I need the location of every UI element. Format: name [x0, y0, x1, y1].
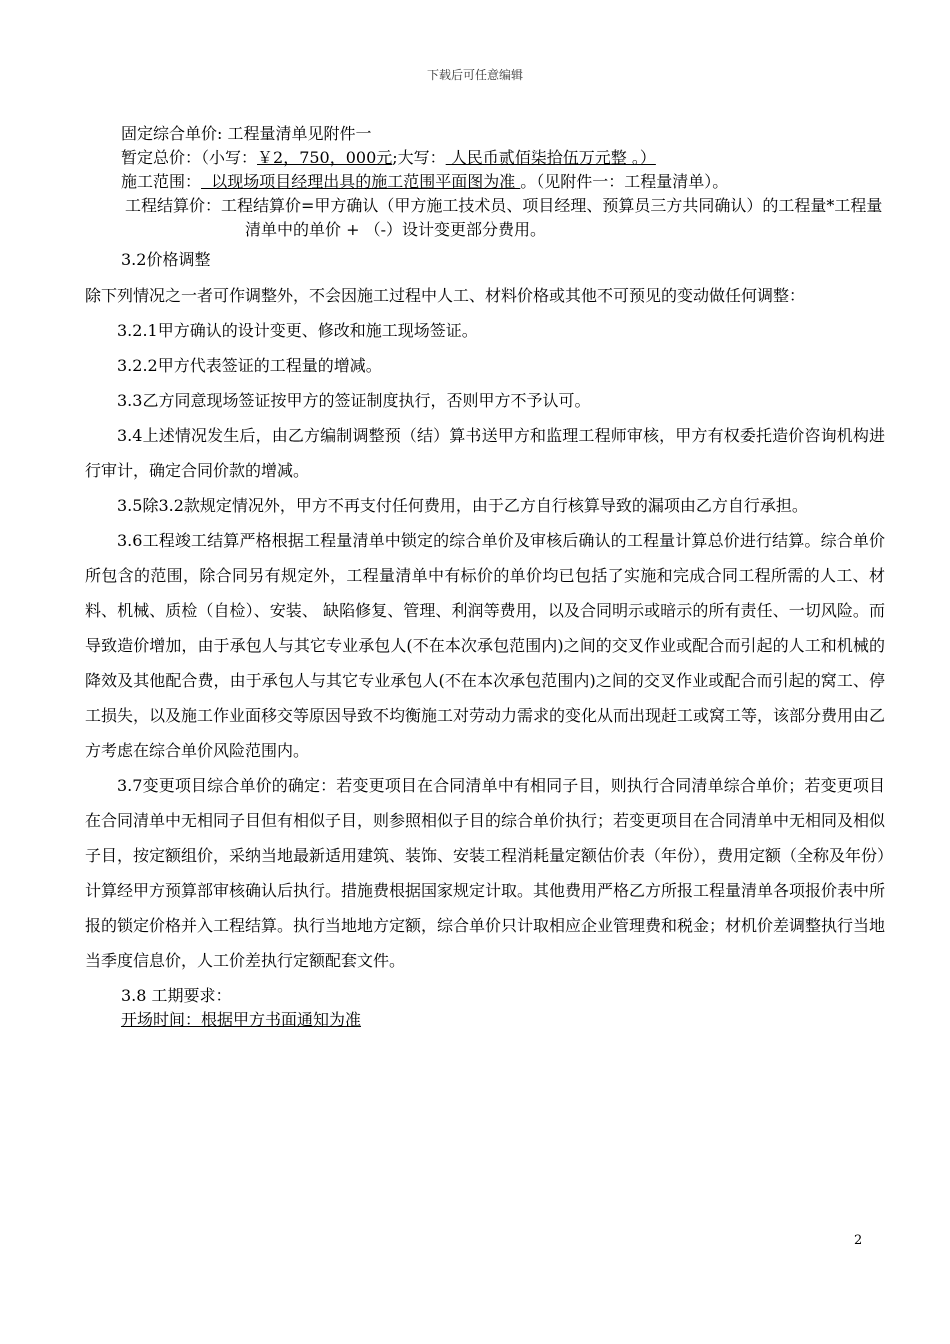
section-3-8-title: 3.8 工期要求：: [121, 986, 232, 1005]
scope-value: 以现场项目经理出具的施工范围平面图为准: [201, 172, 521, 191]
section-3-8-start-time: [85, 1008, 885, 1032]
provisional-total-line: [85, 146, 885, 170]
start-time-value: 开场时间：根据甲方书面通知为准: [121, 1010, 362, 1029]
scope-line: [85, 170, 885, 194]
clause-3-4: 3.4上述情况发生后，由乙方编制调整预（结）算书送甲方和监理工程师审核，甲方有权委托造价咨询机构进行审计，确定合同价款的增减。: [85, 426, 885, 480]
provisional-total-mid: ;大写：: [392, 148, 446, 167]
clause-3-5: 3.5除3.2款规定情况外，甲方不再支付任何费用，由于乙方自行核算导致的漏项由乙方自行承担。: [117, 496, 808, 515]
clause-3-7: 3.7变更项目综合单价的确定：若变更项目在合同清单中有相同子目，则执行合同清单综合单价；若变更项目在合同清单中无相同子目但有相似子目，则参照相似子目的综合单价执行；若变更项目在合同清单中无相同及相似子目，按定额组价，采纳当地最新适用建筑、装饰、安装工程消耗量定额估价表（年份），费用定额（全称及年份）计算经甲方预算部审核确认后执行。措施费根据国家规定计取。其他费用严格乙方所报工程量清单各项报价表中所报的锁定价格并入工程结算。执行当地地方定额，综合单价只计取相应企业管理费和税金；材机价差调整执行当地当季度信息价，人工价差执行定额配套文件。: [85, 776, 886, 970]
provisional-total-big: 人民币贰佰柒拾伍万元整 。）: [445, 148, 656, 167]
scope-prefix: 施工范围：: [121, 172, 202, 191]
scope-suffix: 。（见附件一：工程量清单）。: [520, 172, 729, 191]
page-header: 下载后可任意编辑: [426, 68, 523, 82]
document-body: [85, 122, 885, 1032]
provisional-total-small: ￥2，750，000元: [257, 148, 393, 167]
section-3-2-title: 3.2价格调整: [121, 250, 211, 269]
section-3-2-2: 3.2.2甲方代表签证的工程量的增减。: [117, 356, 382, 375]
clause-3-6: 3.6工程竣工结算严格根据工程量清单中锁定的综合单价及审核后确认的工程量计算总价进行结算。综合单价所包含的范围，除合同另有规定外，工程量清单中有标价的单价均已包括了实施和完成合同工程所需的人工、材料、机械、质检（自检）、安装、 缺陷修复、管理、利润等费用，以及合同明示或暗示的所有责任、一切风险。而导致造价增加，由于承包人与其它专业承包人(不在本次承包范围内)之间的交叉作业或配合而引起的人工和机械的降效及其他配合费，由于承包人与其它专业承包人(不在本次承包范围内)之间的交叉作业或配合而引起的窝工、停工损失，以及施工作业面移交等原因导致不均衡施工对劳动力需求的变化从而出现赶工或窝工等，该部分费用由乙方考虑在综合单价风险范围内。: [85, 531, 886, 760]
clause-3-3: 3.3乙方同意现场签证按甲方的签证制度执行，否则甲方不予认可。: [117, 391, 591, 410]
page-number: 2: [854, 1233, 863, 1248]
settlement-line: 工程结算价：工程结算价=甲方确认（甲方施工技术员、项目经理、预算员三方共同确认）的工程量*工程量清单中的单价 + （-）设计变更部分费用。: [125, 196, 883, 239]
provisional-total-prefix: 暂定总价：（小写：: [121, 148, 258, 167]
fixed-unit-price-line: 固定综合单价: 工程量清单见附件一: [121, 124, 372, 143]
section-3-2-1: 3.2.1甲方确认的设计变更、修改和施工现场签证。: [117, 321, 478, 340]
section-3-2-intro: 除下列情况之一者可作调整外，不会因施工过程中人工、材料价格或其他不可预见的变动做任何调整：: [85, 286, 806, 305]
